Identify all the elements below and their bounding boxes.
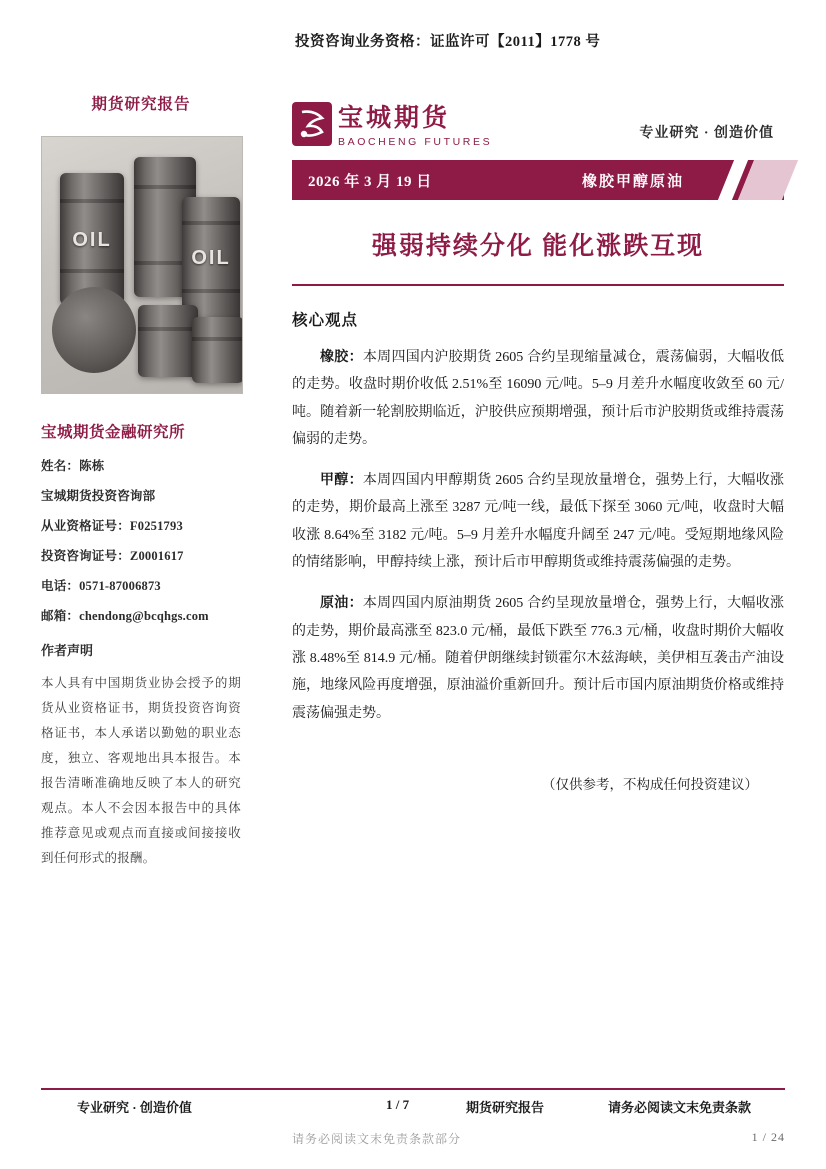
oil-barrels-photo	[41, 136, 243, 394]
field-phone	[41, 576, 241, 594]
barrel-shape	[192, 317, 243, 383]
report-date: 2026 年 3 月 19 日	[308, 174, 432, 190]
field-consulting-cert	[41, 546, 241, 564]
paragraph-text-rubber: 本周四国内沪胶期货 2605 合约呈现缩量减仓，震荡偏弱，大幅收低的走势。收盘时期价收低 2.51%至 16090 元/吨。5–9 月差升水幅度收敛至 60 元/吨。随着新一轮割胶期临近，沪胶供应预期增强，预计后市沪胶期货或维持震荡偏弱的走势。	[292, 350, 785, 447]
report-topic: 橡胶甲醇原油	[582, 174, 685, 190]
barrel-ring	[182, 221, 240, 225]
reference-note: （仅供参考，不构成任何投资建议）	[542, 776, 758, 792]
barrel-ring	[182, 289, 240, 293]
field-phone-label: 电话：	[41, 579, 80, 593]
barrel-ring	[134, 185, 196, 189]
sidebar	[41, 92, 241, 871]
field-practice-cert	[41, 516, 241, 534]
field-department: 宝城期货投资咨询部	[41, 489, 156, 503]
field-name	[41, 456, 241, 474]
field-email	[41, 606, 241, 624]
barrel-label: OIL	[72, 229, 112, 251]
logo-name-cn: 宝城期货	[338, 105, 451, 132]
footer-slogan: 专业研究 · 创造价值	[77, 1100, 192, 1115]
footer-divider	[41, 1088, 785, 1090]
field-email-value[interactable]: chendong@bcqhgs.com	[79, 609, 209, 623]
section-heading-core-view: 核心观点	[292, 312, 359, 329]
field-phone-value: 0571-87006873	[79, 579, 161, 593]
barrel-ring	[138, 327, 198, 331]
brand-row	[292, 96, 784, 156]
date-topic-banner	[292, 160, 784, 200]
title-divider	[292, 284, 784, 286]
paragraph-lead-rubber: 橡胶：	[320, 350, 363, 365]
barrel-lid-shape	[52, 287, 136, 373]
baocheng-logo-icon	[292, 102, 332, 146]
barrel-shape	[60, 173, 124, 305]
footer-disclaimer: 请务必阅读文末免责条款	[607, 1100, 751, 1115]
paragraph-text-crude-oil: 本周四国内原油期货 2605 合约呈现放量增仓，强势上行，大幅收涨的走势，期价最高涨至 823.0 元/桶，最低下跌至 776.3 元/桶，收盘时期价大幅收涨 8.48%至 814.9 元/桶。随着伊朗继续封锁霍尔木兹海峡，美伊相互袭击产油设施，地缘风险再度增强，原油溢价重新回升。预计后市国内原油期货价格或维持震荡偏强走势。	[292, 596, 785, 721]
barrel-label: OIL	[191, 247, 231, 269]
document-page-number: 1 / 24	[751, 1130, 785, 1144]
main-content	[292, 96, 784, 793]
field-email-label: 邮箱：	[41, 609, 80, 623]
institute-name: 宝城期货金融研究所	[41, 424, 186, 441]
qualification-line: 投资咨询业务资格：证监许可【2011】1778 号	[295, 34, 601, 50]
paragraph-methanol	[292, 467, 784, 576]
sidebar-title: 期货研究报告	[91, 96, 191, 113]
author-statement-body: 本人具有中国期货业协会授予的期货从业资格证书，期货投资咨询资格证书，本人承诺以勤勉的职业态度，独立、客观地出具本报告。本报告清晰准确地反映了本人的研究观点。本人不会因本报告中的具体推荐意见或观点而直接或间接接收到任何形式的报酬。	[41, 676, 241, 865]
barrel-ring	[192, 337, 243, 341]
logo-name-en: BAOCHENG FUTURES	[338, 136, 493, 148]
field-practice-cert-label: 从业资格证号：	[41, 519, 130, 533]
brand-slogan: 专业研究 · 创造价值	[639, 126, 774, 141]
page-title: 强弱持续分化 能化涨跌互现	[371, 233, 705, 260]
field-practice-cert-value: F0251793	[129, 519, 183, 533]
barrel-shape	[138, 305, 198, 377]
author-statement-title: 作者声明	[41, 643, 94, 658]
author-fields	[41, 456, 241, 624]
banner-tail-decoration	[738, 160, 798, 200]
field-consulting-cert-value: Z0001617	[129, 549, 184, 563]
paragraph-lead-crude-oil: 原油：	[320, 596, 363, 612]
footer-page-indicator: 1 / 7	[386, 1097, 410, 1112]
field-consulting-cert-label: 投资咨询证号：	[41, 549, 130, 563]
barrel-ring	[60, 199, 124, 203]
paragraph-crude-oil	[292, 590, 784, 726]
paragraph-lead-methanol: 甲醇：	[320, 473, 363, 489]
paragraph-rubber	[292, 344, 784, 453]
field-name-label: 姓名：	[41, 459, 80, 473]
barrel-ring	[60, 269, 124, 273]
footer	[41, 1097, 785, 1119]
bottom-disclaimer-note: 请务必阅读文末免责条款部分	[292, 1132, 462, 1146]
logo-text	[338, 98, 492, 148]
paragraph-text-methanol: 本周四国内甲醇期货 2605 合约呈现放量增仓，强势上行，大幅收涨的走势，期价最高上涨至 3287 元/吨一线，最低下探至 3060 元/吨，收盘时大幅收涨 8.64%至 3182 元/吨。5–9 月差升水幅度升阔至 247 元/吨。受短期地缘风险的情绪影响，甲醇持续上涨，预计后市甲醇期货或维持震荡偏强的走势。	[292, 473, 785, 571]
footer-report-type: 期货研究报告	[466, 1100, 545, 1115]
field-name-value: 陈栋	[79, 459, 105, 473]
